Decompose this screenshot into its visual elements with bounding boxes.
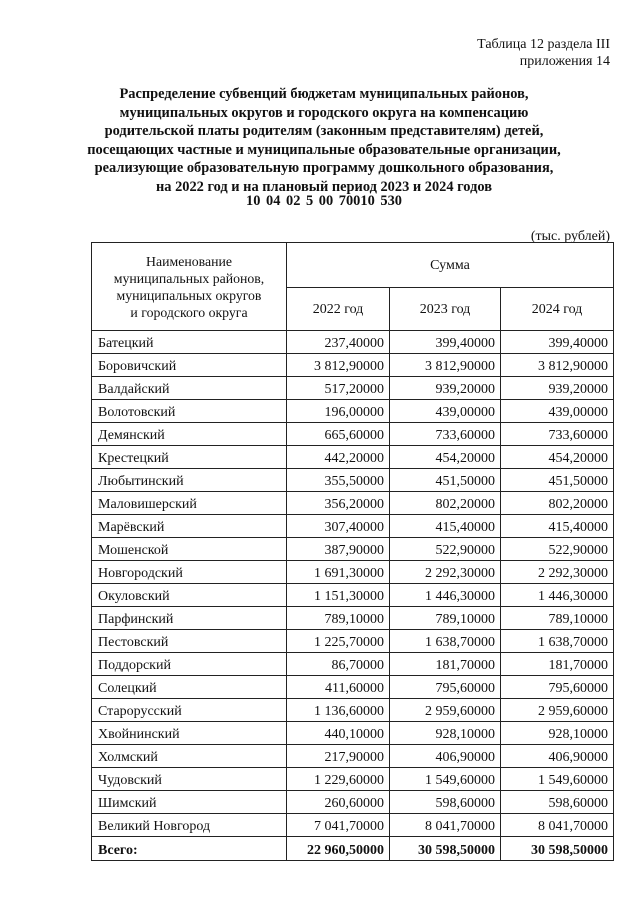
- amount-2023: 406,90000: [390, 745, 501, 768]
- table-row: [92, 492, 614, 515]
- amount-2023: 1 549,60000: [390, 768, 501, 791]
- table-row: [92, 791, 614, 814]
- table-row: [92, 400, 614, 423]
- amount-2022: 442,20000: [287, 446, 390, 469]
- amount-2023: 928,10000: [390, 722, 501, 745]
- units-note: (тыс. рублей): [530, 229, 610, 244]
- table-row: [92, 699, 614, 722]
- total-2022: 22 960,50000: [287, 837, 390, 861]
- district-name: Парфинский: [92, 607, 287, 630]
- budget-classification-code: 10 04 02 5 00 70010 530: [246, 193, 402, 209]
- table-row: [92, 446, 614, 469]
- amount-2023: 939,20000: [390, 377, 501, 400]
- amount-2022: 789,10000: [287, 607, 390, 630]
- amount-2023: 522,90000: [390, 538, 501, 561]
- amount-2024: 8 041,70000: [501, 814, 614, 837]
- table-row: [92, 469, 614, 492]
- amount-2022: 517,20000: [287, 377, 390, 400]
- district-name: Великий Новгород: [92, 814, 287, 837]
- table-row: [92, 814, 614, 837]
- table-row: [92, 331, 614, 354]
- amount-2023: 399,40000: [390, 331, 501, 354]
- amount-2023: 795,60000: [390, 676, 501, 699]
- amount-2024: 451,50000: [501, 469, 614, 492]
- amount-2023: 2 959,60000: [390, 699, 501, 722]
- amount-2024: 598,60000: [501, 791, 614, 814]
- amount-2024: 454,20000: [501, 446, 614, 469]
- district-name: Маловишерский: [92, 492, 287, 515]
- district-name: Мошенской: [92, 538, 287, 561]
- amount-2024: 1 446,30000: [501, 584, 614, 607]
- district-name: Хвойнинский: [92, 722, 287, 745]
- amount-2022: 665,60000: [287, 423, 390, 446]
- amount-2023: 789,10000: [390, 607, 501, 630]
- table-row: [92, 630, 614, 653]
- column-header-2023: 2023 год: [390, 288, 501, 331]
- district-name: Валдайский: [92, 377, 287, 400]
- title-line: посещающих частные и муниципальные образовательные организации,: [87, 141, 561, 158]
- district-name: Холмский: [92, 745, 287, 768]
- district-name: Шимский: [92, 791, 287, 814]
- amount-2024: 802,20000: [501, 492, 614, 515]
- table-body: [92, 331, 614, 861]
- district-name: Окуловский: [92, 584, 287, 607]
- district-name: Солецкий: [92, 676, 287, 699]
- amount-2024: 928,10000: [501, 722, 614, 745]
- amount-2022: 86,70000: [287, 653, 390, 676]
- amount-2024: 2 292,30000: [501, 561, 614, 584]
- title-line: родительской платы родителям (законным представителям) детей,: [104, 123, 544, 139]
- table-row: [92, 607, 614, 630]
- amount-2024: 1 638,70000: [501, 630, 614, 653]
- amount-2024: 181,70000: [501, 653, 614, 676]
- amount-2022: 7 041,70000: [287, 814, 390, 837]
- amount-2023: 3 812,90000: [390, 354, 501, 377]
- amount-2022: 217,90000: [287, 745, 390, 768]
- amount-2024: 415,40000: [501, 515, 614, 538]
- amount-2023: 439,00000: [390, 400, 501, 423]
- amount-2022: 307,40000: [287, 515, 390, 538]
- amount-2022: 411,60000: [287, 676, 390, 699]
- table-row: [92, 515, 614, 538]
- district-name: Старорусский: [92, 699, 287, 722]
- amount-2023: 598,60000: [390, 791, 501, 814]
- table-row: [92, 561, 614, 584]
- table-row: [92, 676, 614, 699]
- subvention-table: [91, 242, 614, 861]
- amount-2022: 3 812,90000: [287, 354, 390, 377]
- document-reference: [477, 36, 610, 70]
- amount-2022: 237,40000: [287, 331, 390, 354]
- table-row: [92, 354, 614, 377]
- district-name: Боровичский: [92, 354, 287, 377]
- table-row: [92, 768, 614, 791]
- reference-line-1: Таблица 12 раздела III: [477, 37, 610, 52]
- table-row: [92, 377, 614, 400]
- table-row: [92, 538, 614, 561]
- amount-2022: 1 151,30000: [287, 584, 390, 607]
- district-name: Любытинский: [92, 469, 287, 492]
- title-line: на 2022 год и на плановый период 2023 и 2024 годов: [156, 178, 492, 195]
- table-row: [92, 584, 614, 607]
- amount-2024: 795,60000: [501, 676, 614, 699]
- amount-2022: 196,00000: [287, 400, 390, 423]
- table-row: [92, 423, 614, 446]
- column-header-2022: 2022 год: [287, 288, 390, 331]
- amount-2024: 733,60000: [501, 423, 614, 446]
- table-row: [92, 653, 614, 676]
- total-row: [92, 837, 614, 861]
- amount-2022: 1 136,60000: [287, 699, 390, 722]
- amount-2024: 522,90000: [501, 538, 614, 561]
- amount-2023: 415,40000: [390, 515, 501, 538]
- header-row-top: [92, 243, 614, 288]
- amount-2024: 3 812,90000: [501, 354, 614, 377]
- district-name: Пестовский: [92, 630, 287, 653]
- district-name: Поддорский: [92, 653, 287, 676]
- amount-2024: 399,40000: [501, 331, 614, 354]
- column-header-name: Наименование муниципальных районов, муниципальных округов и городского округа: [92, 243, 287, 331]
- amount-2023: 181,70000: [390, 653, 501, 676]
- district-name: Крестецкий: [92, 446, 287, 469]
- amount-2023: 1 638,70000: [390, 630, 501, 653]
- amount-2022: 356,20000: [287, 492, 390, 515]
- title-line: Распределение субвенций бюджетам муниципальных районов,: [119, 86, 529, 102]
- amount-2022: 1 225,70000: [287, 630, 390, 653]
- amount-2023: 802,20000: [390, 492, 501, 515]
- document-title: [60, 85, 588, 196]
- total-2024: 30 598,50000: [501, 837, 614, 861]
- amount-2023: 2 292,30000: [390, 561, 501, 584]
- district-name: Новгородский: [92, 561, 287, 584]
- district-name: Батецкий: [92, 331, 287, 354]
- amount-2022: 387,90000: [287, 538, 390, 561]
- amount-2023: 733,60000: [390, 423, 501, 446]
- total-label: Всего:: [92, 837, 287, 861]
- amount-2023: 1 446,30000: [390, 584, 501, 607]
- amount-2023: 451,50000: [390, 469, 501, 492]
- amount-2022: 260,60000: [287, 791, 390, 814]
- table-row: [92, 745, 614, 768]
- column-header-2024: 2024 год: [501, 288, 614, 331]
- amount-2024: 439,00000: [501, 400, 614, 423]
- district-name: Марёвский: [92, 515, 287, 538]
- title-line: реализующие образовательную программу дошкольного образования,: [94, 160, 554, 176]
- district-name: Чудовский: [92, 768, 287, 791]
- column-header-sum: Сумма: [287, 243, 614, 288]
- district-name: Волотовский: [92, 400, 287, 423]
- table-row: [92, 722, 614, 745]
- amount-2024: 2 959,60000: [501, 699, 614, 722]
- amount-2024: 789,10000: [501, 607, 614, 630]
- amount-2022: 355,50000: [287, 469, 390, 492]
- title-line: муниципальных округов и городского округа на компенсацию: [119, 104, 529, 121]
- amount-2024: 1 549,60000: [501, 768, 614, 791]
- district-name: Демянский: [92, 423, 287, 446]
- total-2023: 30 598,50000: [390, 837, 501, 861]
- amount-2022: 1 229,60000: [287, 768, 390, 791]
- amount-2022: 440,10000: [287, 722, 390, 745]
- amount-2023: 8 041,70000: [390, 814, 501, 837]
- amount-2023: 454,20000: [390, 446, 501, 469]
- amount-2024: 939,20000: [501, 377, 614, 400]
- amount-2024: 406,90000: [501, 745, 614, 768]
- amount-2022: 1 691,30000: [287, 561, 390, 584]
- reference-line-2: приложения 14: [519, 54, 610, 69]
